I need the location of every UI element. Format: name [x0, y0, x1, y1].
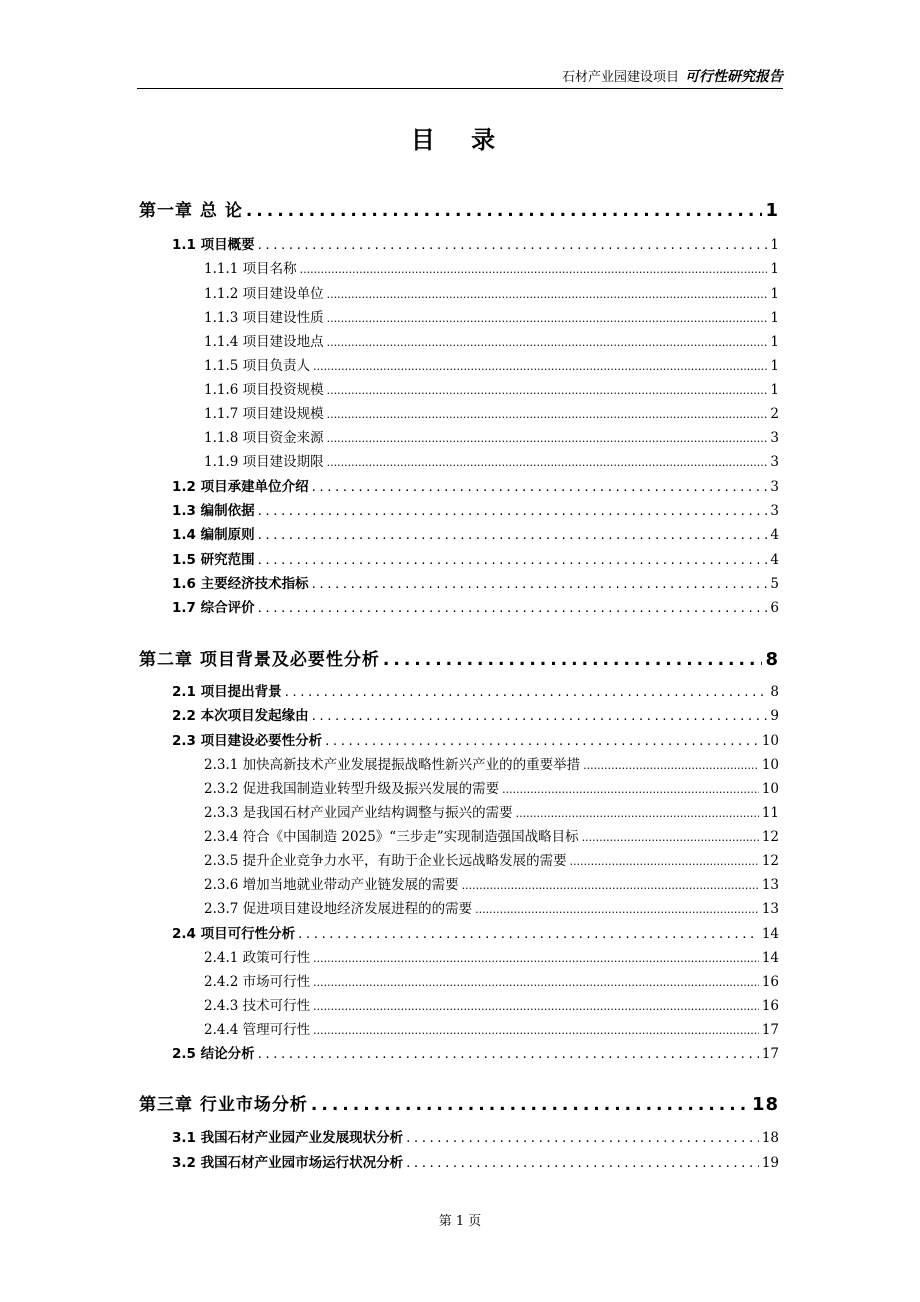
toc-entry-label: 1.1.3 项目建设性质 — [204, 310, 324, 326]
toc-entry-sub[interactable] — [204, 330, 779, 350]
toc-entry-label: 2.5 结论分析 — [172, 1046, 255, 1062]
toc-entry-label: 1.1.9 项目建设期限 — [204, 454, 324, 470]
toc-entry-sub[interactable] — [204, 873, 779, 893]
toc-entry-label: 2.2 本次项目发起缘由 — [172, 708, 309, 724]
toc-entry-label: 1.1.6 项目投资规模 — [204, 382, 324, 398]
toc-entry-label: 1.5 研究范围 — [172, 552, 255, 568]
toc-leader-dots — [285, 684, 768, 700]
toc-entry-sub[interactable] — [204, 825, 779, 845]
toc-entry-page-number: 18 — [761, 1130, 779, 1146]
toc-leader-dots — [312, 576, 768, 592]
toc-entry-sub[interactable] — [204, 994, 779, 1014]
toc-leader-dots — [570, 855, 759, 868]
toc-entry-page-number: 8 — [770, 684, 779, 700]
toc-entry-label: 1.1.7 项目建设规模 — [204, 406, 324, 422]
toc-entry-page-number: 3 — [770, 454, 779, 470]
toc-entry-page-number: 13 — [761, 877, 779, 893]
toc-entry-page-number: 1 — [770, 382, 779, 398]
toc-leader-dots — [327, 408, 768, 421]
toc-leader-dots — [258, 552, 768, 568]
toc-entry-label: 2.3.7 促进项目建设地经济发展进程的的需要 — [204, 901, 473, 917]
toc-entry-page-number: 4 — [770, 552, 779, 568]
toc-leader-dots — [300, 263, 768, 276]
toc-entry-sub[interactable] — [204, 1018, 779, 1038]
header-project: 石材产业园建设项目 — [561, 70, 679, 85]
toc-leader-dots — [583, 759, 759, 772]
toc-leader-dots — [327, 384, 768, 397]
toc-entry-page-number: 10 — [761, 781, 779, 797]
toc-entry-sub[interactable] — [204, 777, 779, 797]
toc-entry-page-number: 2 — [770, 406, 779, 422]
toc-entry-sub[interactable] — [204, 801, 779, 821]
toc-leader-dots — [475, 903, 759, 916]
toc-entry-chapter[interactable] — [139, 1090, 779, 1115]
toc-entry-section[interactable] — [172, 704, 779, 724]
toc-entry-page-number: 1 — [765, 200, 779, 221]
toc-leader-dots — [313, 952, 759, 965]
toc-leader-dots — [313, 360, 767, 373]
toc-entry-section[interactable] — [172, 596, 779, 616]
toc-entry-sub[interactable] — [204, 306, 779, 326]
toc-entry-section[interactable] — [172, 233, 779, 253]
toc-entry-section[interactable] — [172, 729, 779, 749]
toc-leader-dots — [327, 288, 768, 301]
toc-leader-dots — [258, 237, 768, 253]
toc-leader-dots — [258, 600, 768, 616]
toc-entry-label: 1.1.1 项目名称 — [204, 261, 297, 277]
toc-leader-dots — [258, 503, 768, 519]
toc-entry-label: 2.3.4 符合《中国制造 2025》“三步走”实现制造强国战略目标 — [204, 829, 579, 845]
toc-entry-label: 2.3.2 促进我国制造业转型升级及振兴发展的需要 — [204, 781, 500, 797]
toc-entry-page-number: 14 — [761, 926, 779, 942]
toc-entry-label: 1.1 项目概要 — [172, 237, 255, 253]
toc-entry-page-number: 18 — [751, 1094, 779, 1115]
toc-entry-label: 1.7 综合评价 — [172, 600, 255, 616]
toc-entry-label: 3.1 我国石材产业园产业发展现状分析 — [172, 1130, 404, 1146]
toc-entry-label: 1.3 编制依据 — [172, 503, 255, 519]
toc-entry-chapter[interactable] — [139, 196, 779, 221]
toc-leader-dots — [298, 926, 759, 942]
toc-entry-page-number: 17 — [761, 1022, 779, 1038]
toc-entry-page-number: 6 — [770, 600, 779, 616]
toc-leader-dots — [312, 708, 768, 724]
toc-entry-label: 1.6 主要经济技术指标 — [172, 576, 309, 592]
toc-entry-page-number: 1 — [770, 286, 779, 302]
toc-leader-dots — [313, 976, 759, 989]
toc-entry-page-number: 3 — [770, 503, 779, 519]
toc-entry-page-number: 11 — [761, 805, 779, 821]
toc-entry-section[interactable] — [172, 548, 779, 568]
toc-entry-section[interactable] — [172, 1042, 779, 1062]
toc-entry-sub[interactable] — [204, 849, 779, 869]
toc-entry-label: 1.4 编制原则 — [172, 527, 255, 543]
page-footer: 第 1 页 — [438, 1214, 482, 1229]
toc-entry-page-number: 17 — [761, 1046, 779, 1062]
toc-entry-page-number: 5 — [770, 576, 779, 592]
toc-leader-dots — [327, 312, 768, 325]
toc-leader-dots — [502, 783, 759, 796]
toc-entry-label: 2.4.1 政策可行性 — [204, 950, 311, 966]
toc-entry-label: 2.4 项目可行性分析 — [172, 926, 296, 942]
toc-entry-page-number: 13 — [761, 901, 779, 917]
toc-entry-label: 2.1 项目提出背景 — [172, 684, 282, 700]
toc-entry-page-number: 1 — [770, 237, 779, 253]
toc-entry-label: 2.4.3 技术可行性 — [204, 998, 311, 1014]
toc-entry-label: 2.4.2 市场可行性 — [204, 974, 311, 990]
toc-leader-dots — [516, 807, 759, 820]
toc-entry-section[interactable] — [172, 680, 779, 700]
page-header — [137, 64, 783, 89]
toc-leader-dots — [383, 650, 763, 670]
toc-leader-dots — [462, 879, 759, 892]
toc-entry-label: 1.1.4 项目建设地点 — [204, 334, 324, 350]
toc-entry-section[interactable] — [172, 1126, 779, 1146]
toc-leader-dots — [312, 479, 768, 495]
toc-entry-label: 1.2 项目承建单位介绍 — [172, 479, 309, 495]
toc-leader-dots — [325, 733, 759, 749]
toc-leader-dots — [258, 527, 768, 543]
toc-entry-section[interactable] — [172, 572, 779, 592]
toc-entry-page-number: 10 — [761, 757, 779, 773]
toc-entry-sub[interactable] — [204, 426, 779, 446]
toc-entry-section[interactable] — [172, 499, 779, 519]
toc-entry-label: 2.3.5 提升企业竞争力水平，有助于企业长远战略发展的需要 — [204, 853, 567, 869]
toc-entry-page-number: 19 — [761, 1155, 779, 1171]
toc-entry-label: 2.3.3 是我国石材产业园产业结构调整与振兴的需要 — [204, 805, 513, 821]
toc-entry-page-number: 16 — [761, 974, 779, 990]
toc-leader-dots — [406, 1155, 759, 1171]
toc-entry-sub[interactable] — [204, 450, 779, 470]
toc-entry-section[interactable] — [172, 523, 779, 543]
toc-leader-dots — [313, 1000, 759, 1013]
header-text — [562, 66, 783, 86]
toc-entry-page-number: 1 — [770, 358, 779, 374]
toc-entry-page-number: 10 — [761, 733, 779, 749]
toc-entry-label: 1.1.8 项目资金来源 — [204, 430, 324, 446]
toc-leader-dots — [582, 831, 759, 844]
toc-leader-dots — [327, 336, 768, 349]
header-report-type: 可行性研究报告 — [685, 69, 783, 85]
toc-entry-page-number: 14 — [761, 950, 779, 966]
toc-entry-page-number: 8 — [765, 649, 779, 670]
toc-entry-page-number: 3 — [770, 430, 779, 446]
toc-entry-page-number: 4 — [770, 527, 779, 543]
toc-entry-section[interactable] — [172, 922, 779, 942]
toc-leader-dots — [327, 456, 768, 469]
toc-entry-page-number: 12 — [761, 853, 779, 869]
toc-entry-sub[interactable] — [204, 897, 779, 917]
toc-entry-chapter[interactable] — [139, 645, 779, 670]
toc-entry-page-number: 9 — [770, 708, 779, 724]
toc-leader-dots — [406, 1130, 759, 1146]
toc-entry-sub[interactable] — [204, 402, 779, 422]
toc-entry-sub[interactable] — [204, 354, 779, 374]
toc-entry-label: 第一章 总 论 — [139, 201, 243, 221]
toc-leader-dots — [313, 1024, 759, 1037]
toc-entry-label: 2.3.1 加快高新技术产业发展提振战略性新兴产业的的重要举措 — [204, 757, 581, 773]
toc-entry-page-number: 12 — [761, 829, 779, 845]
toc-leader-dots — [246, 201, 763, 221]
toc-entry-sub[interactable] — [204, 378, 779, 398]
toc-entry-sub[interactable] — [204, 753, 779, 773]
toc-leader-dots — [258, 1046, 759, 1062]
toc-entry-page-number: 1 — [770, 310, 779, 326]
toc-entry-label: 第三章 行业市场分析 — [139, 1095, 308, 1115]
toc-entry-page-number: 1 — [770, 334, 779, 350]
toc-entry-label: 3.2 我国石材产业园市场运行状况分析 — [172, 1155, 404, 1171]
toc-entry-label: 1.1.2 项目建设单位 — [204, 286, 324, 302]
toc-entry-label: 1.1.5 项目负责人 — [204, 358, 311, 374]
toc-entry-page-number: 16 — [761, 998, 779, 1014]
toc-entry-sub[interactable] — [204, 970, 779, 990]
toc-entry-page-number: 3 — [770, 479, 779, 495]
toc-entry-sub[interactable] — [204, 946, 779, 966]
toc-entry-sub[interactable] — [204, 282, 779, 302]
toc-entry-label: 2.3 项目建设必要性分析 — [172, 733, 323, 749]
toc-entry-sub[interactable] — [204, 257, 779, 277]
page-title: 目 录 — [410, 125, 510, 154]
toc-entry-section[interactable] — [172, 475, 779, 495]
toc-entry-section[interactable] — [172, 1151, 779, 1171]
toc-leader-dots — [311, 1095, 749, 1115]
toc-entry-label: 2.4.4 管理可行性 — [204, 1022, 311, 1038]
toc-entry-page-number: 1 — [770, 261, 779, 277]
toc-entry-label: 第二章 项目背景及必要性分析 — [139, 650, 380, 670]
toc-entry-label: 2.3.6 增加当地就业带动产业链发展的需要 — [204, 877, 459, 893]
toc-leader-dots — [327, 432, 768, 445]
